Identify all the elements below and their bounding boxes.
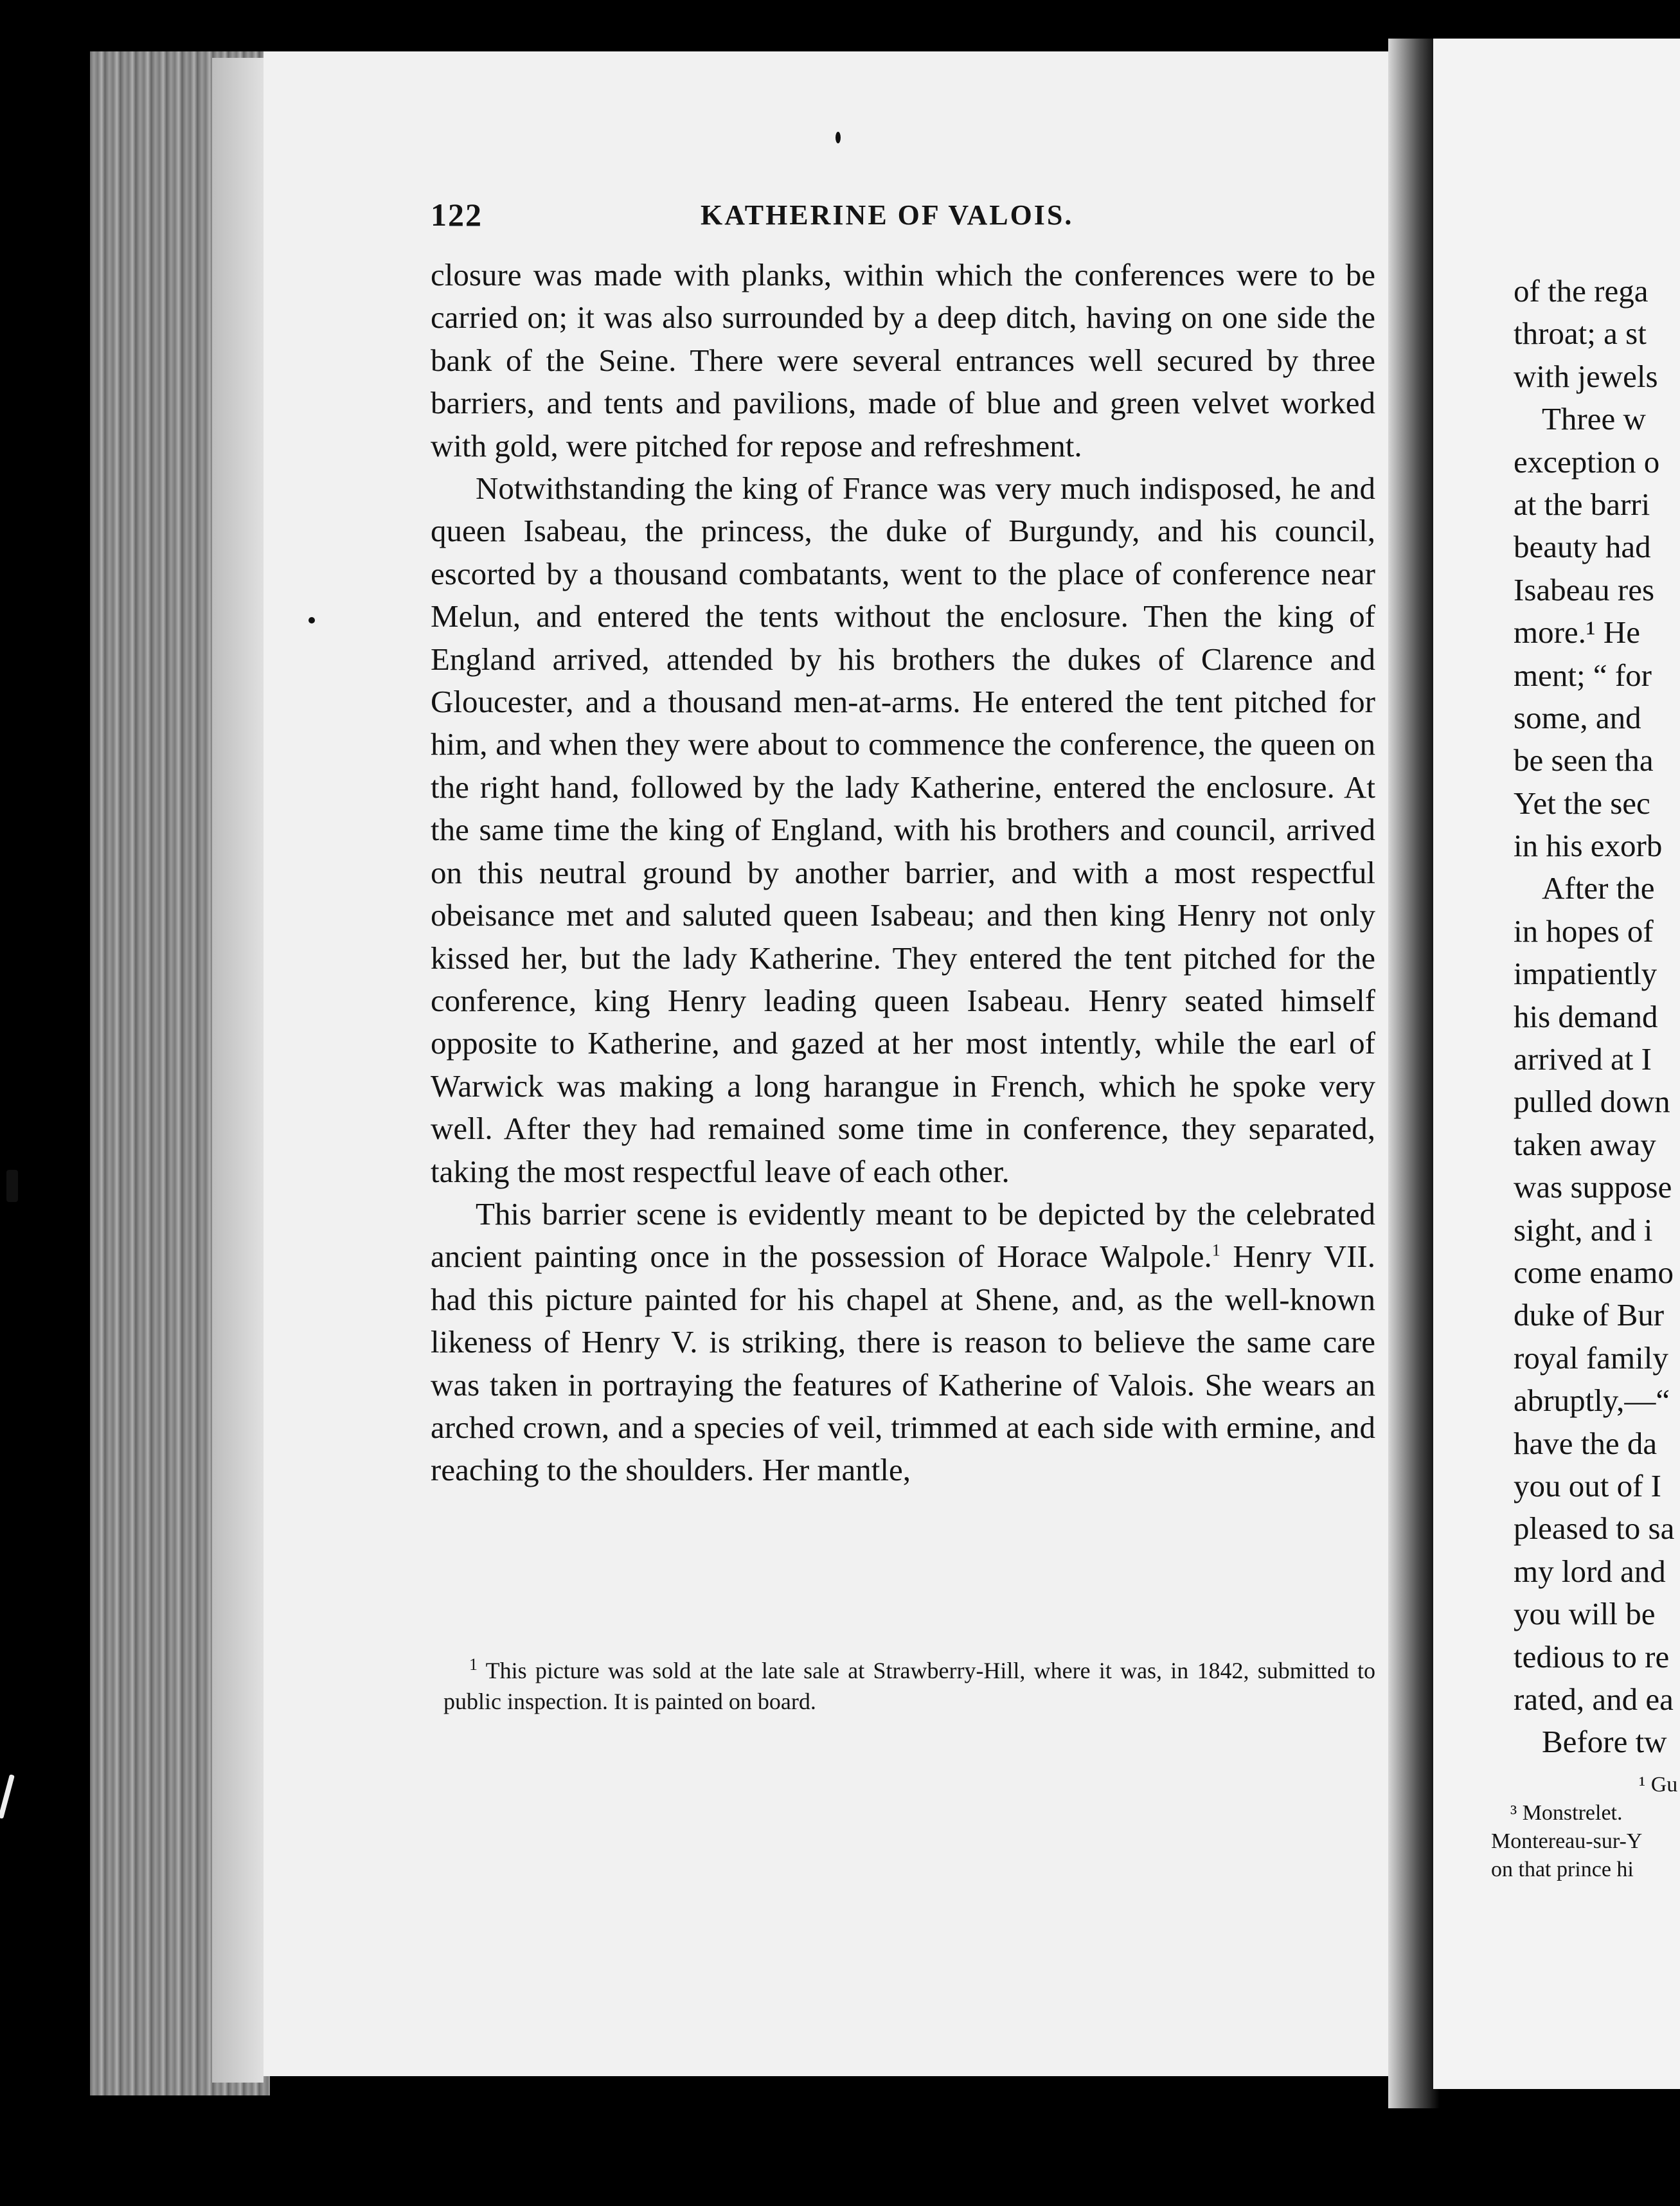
right-page-line: beauty had <box>1514 529 1651 565</box>
paragraph-3-text-a: This barrier scene is evidently meant to be depicted by the celebrated ancient painting once in the possession of Horace Walpole. <box>431 1196 1375 1275</box>
right-page-line: ment; “ for <box>1514 657 1652 693</box>
right-page-line: duke of Bur <box>1514 1297 1665 1333</box>
right-page-line: Before tw <box>1542 1724 1667 1760</box>
right-page-line: have the da <box>1514 1425 1658 1461</box>
right-page-line: taken away <box>1514 1126 1656 1162</box>
page-inner-edge <box>212 58 264 2083</box>
right-page-line: Isabeau res <box>1514 571 1655 607</box>
right-page-line: tedious to re <box>1514 1638 1670 1674</box>
right-page-footnote: ³ Monstrelet. <box>1510 1801 1623 1825</box>
right-page-line: abruptly,—“ <box>1514 1383 1670 1419</box>
right-page-line: in his exorb <box>1514 828 1663 864</box>
right-page-line: at the barri <box>1514 486 1650 522</box>
right-page-line: sight, and i <box>1514 1212 1653 1248</box>
footnote <box>443 1655 1375 1717</box>
right-page-line: Yet the sec <box>1514 785 1650 821</box>
print-speck <box>308 617 315 623</box>
running-title: KATHERINE OF VALOIS. <box>701 199 1074 231</box>
right-page-line: arrived at I <box>1514 1041 1652 1077</box>
paragraph-1: closure was made with planks, within which the conferences were to be carried on; it was also surrounded by a deep ditch, having on one side the bank of the Seine. There were several entrances well secured by three barriers, and tents and pavilions, made of blue and green velvet worked with gold, were pitched for repose and refreshment. <box>431 257 1375 463</box>
right-page-footnote: Montereau-sur-Y <box>1491 1829 1643 1853</box>
paragraph-2: Notwithstanding the king of France was very much indisposed, he and queen Isabeau, the princess, the duke of Burgundy, and his council, escorted by a thousand combatants, went to the place of conference near Melun, and entered the tents without the enclosure. Then the king of England arrived, attended by his brothers the dukes of Clarence and Gloucester, and a thousand men-at-arms. He entered the tent pitched for him, and when they were about to commence the conference, the queen on the right hand, followed by the lady Katherine, entered the enclosure. At the same time the king of England, with his brothers and council, arrived on this neutral ground by another barrier, and with a most respectful obeisance met and saluted queen Isabeau; and then king Henry not only kissed her, but the lady Katherine. They entered the tent pitched for the conference, king Henry leading queen Isabeau. Henry seated himself opposite to Katherine, and gazed at her most intently, while the earl of Warwick was making a long harangue in French, which he spoke very well. After they had remained some time in conference, they separated, taking the most respectful leave of each other. <box>431 471 1375 1189</box>
paragraph-3-text-b: Henry VII. had this picture painted for his chapel at Shene, and, as the well-known likeness of Henry V. is striking, there is reason to believe the same care was taken in portraying the features of Katherine of Valois. She wears an arched crown, and a species of veil, trimmed at each side with ermine, and reaching to the shoulders. Her mantle, <box>431 1239 1376 1488</box>
right-page-line: throat; a st <box>1514 316 1647 352</box>
right-page-line: Three w <box>1542 401 1646 437</box>
right-page-line: come enamo <box>1514 1254 1674 1290</box>
page-number: 122 <box>431 197 483 233</box>
right-page-line: pleased to sa <box>1514 1511 1675 1547</box>
body-text <box>431 254 1375 1492</box>
right-page-line: you will be <box>1514 1596 1656 1632</box>
right-page-line: exception o <box>1514 444 1660 480</box>
right-page-text <box>1514 270 1680 1764</box>
right-page-footnotes <box>1491 1771 1680 1884</box>
right-page-line: his demand <box>1514 998 1658 1034</box>
paragraph-3 <box>431 1193 1375 1492</box>
right-page-line: After the <box>1542 870 1655 906</box>
scan-mark <box>0 1774 15 1819</box>
right-page-line: was suppose <box>1514 1169 1672 1205</box>
right-page-footnote: ¹ Gu <box>1639 1773 1678 1797</box>
footnote-1 <box>443 1655 1375 1717</box>
book-gutter <box>1388 39 1440 2108</box>
right-page-line: be seen tha <box>1514 742 1654 778</box>
right-page-line: royal family <box>1514 1340 1668 1376</box>
footnote-marker: 1 <box>469 1655 478 1674</box>
right-page-line: rated, and ea <box>1514 1681 1674 1717</box>
right-page-line: of the rega <box>1514 273 1649 309</box>
right-page-line: in hopes of <box>1514 913 1654 949</box>
right-page-line: more.¹ He <box>1514 614 1641 650</box>
right-page-line: my lord and <box>1514 1553 1666 1589</box>
right-page-line: impatiently <box>1514 956 1658 992</box>
scan-mark <box>6 1170 18 1202</box>
right-page-line: with jewels <box>1514 358 1658 394</box>
footnote-text: This picture was sold at the late sale at Strawberry-Hill, where it was, in 1842, submitted to public inspection. It is painted on board. <box>443 1658 1375 1714</box>
right-page-line: you out of I <box>1514 1467 1661 1503</box>
running-head <box>431 196 1375 247</box>
right-page-line: pulled down <box>1514 1084 1670 1120</box>
footnote-reference: 1 <box>1211 1241 1220 1260</box>
right-page-line: some, and <box>1514 699 1641 735</box>
right-page-footnote: on that prince hi <box>1491 1858 1634 1881</box>
print-speck <box>836 132 841 143</box>
